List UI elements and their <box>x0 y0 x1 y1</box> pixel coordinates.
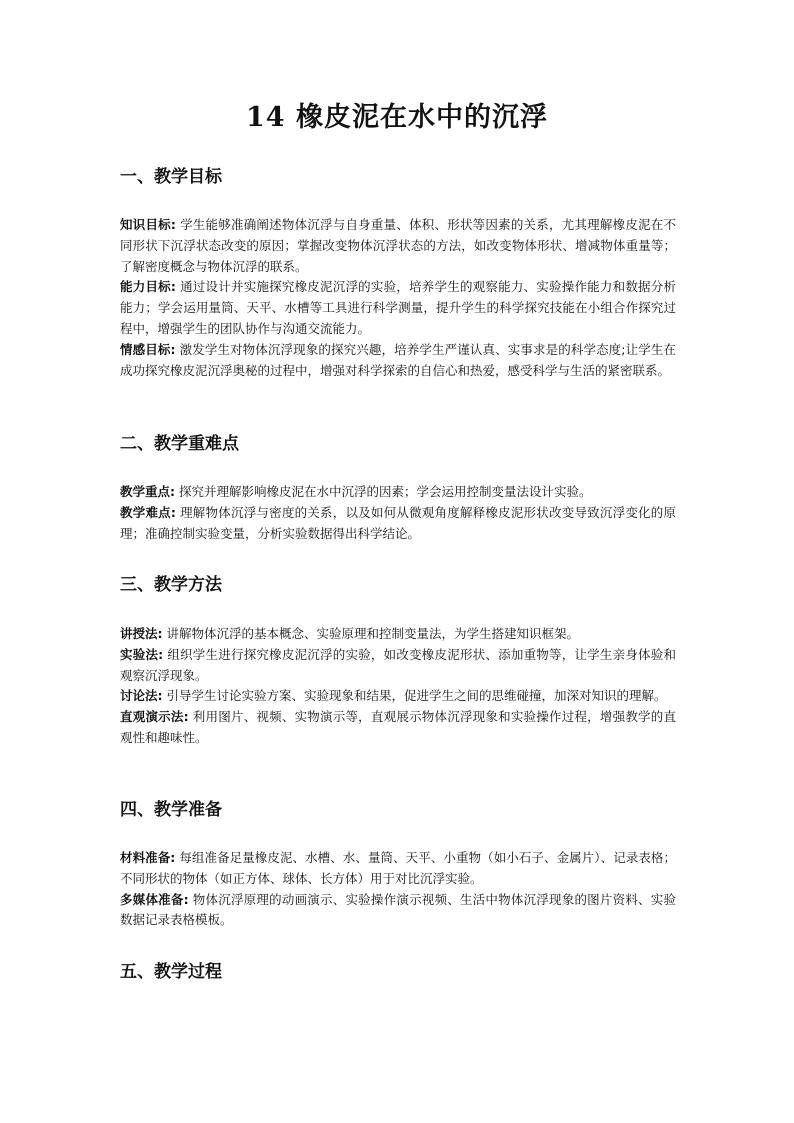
paragraph-text: 利用图片、视频、实物演示等，直观展示物体沉浮现象和实验操作过程，增强教学的直观性和趣味性。 <box>120 709 676 745</box>
paragraph-knowledge-objective <box>120 215 676 277</box>
paragraph-material-preparation <box>120 848 676 890</box>
paragraph-text: 探究并理解影响橡皮泥在水中沉浮的因素；学会运用控制变量法设计实验。 <box>175 484 592 499</box>
paragraph-label: 知识目标: <box>120 217 176 232</box>
section-heading-teaching-methods: 三、教学方法 <box>120 575 222 595</box>
paragraph-label: 讲授法: <box>120 626 163 641</box>
paragraph-discussion-method <box>120 686 676 707</box>
paragraph-emotional-objective <box>120 340 676 382</box>
paragraph-label: 情感目标: <box>120 341 176 357</box>
paragraph-text: 每组准备足量橡皮泥、水槽、水、量筒、天平、小重物（如小石子、金属片）、记录表格；不同形状的物体（如正方体、球体、长方体）用于对比沉浮实验。 <box>120 850 676 886</box>
paragraph-label: 能力目标: <box>120 279 176 295</box>
paragraph-text: 组织学生进行探究橡皮泥沉浮的实验，如改变橡皮泥形状、添加重物等，让学生亲身体验和观察沉浮现象。 <box>120 646 676 683</box>
paragraph-multimedia-preparation <box>120 890 676 932</box>
paragraph-text: 讲解物体沉浮的基本概念、实验原理和控制变量法，为学生搭建知识框架。 <box>162 626 579 641</box>
document-title: 14 橡皮泥在水中的沉浮 <box>246 102 548 133</box>
paragraph-label: 材料准备: <box>120 850 176 865</box>
paragraph-text: 学生能够准确阐述物体沉浮与自身重量、体积、形状等因素的关系，尤其理解橡皮泥在不同形状下沉浮状态改变的原因；掌握改变物体沉浮状态的方法，如改变物体形状、增减物体重量等；了解密度概念与物体沉浮的联系。 <box>120 217 676 274</box>
paragraph-teaching-difficulty <box>120 503 676 545</box>
paragraph-teaching-focus <box>120 482 676 503</box>
paragraph-text: 通过设计并实施探究橡皮泥沉浮的实验，培养学生的观察能力、实验操作能力和数据分析能力；学会运用量筒、天平、水槽等工具进行科学测量，提升学生的科学探究技能在小组合作探究过程中，增强学生的团队协作与沟通交流能力。 <box>120 279 676 336</box>
section-heading-key-difficult-points: 二、教学重难点 <box>120 434 239 454</box>
paragraph-label: 教学难点: <box>120 504 176 520</box>
paragraph-label: 实验法: <box>120 646 164 662</box>
paragraph-label: 直观演示法: <box>120 709 189 725</box>
paragraph-label: 多媒体准备: <box>120 891 189 907</box>
section-heading-teaching-preparation: 四、教学准备 <box>120 800 222 820</box>
paragraph-text: 激发学生对物体沉浮现象的探究兴趣，培养学生严谨认真、实事求是的科学态度;让学生在成功探究橡皮泥沉浮奥秘的过程中，增强对科学探索的自信心和热爱，感受科学与生活的紧密联系。 <box>120 341 677 378</box>
paragraph-demonstration-method <box>120 707 676 749</box>
paragraph-label: 讨论法: <box>120 688 163 704</box>
paragraph-experiment-method <box>120 645 676 687</box>
paragraph-lecture-method <box>120 624 676 645</box>
paragraph-text: 物体沉浮原理的动画演示、实验操作演示视频、生活中物体沉浮现象的图片资料、实验数据记录表格模板。 <box>120 891 676 928</box>
section-heading-teaching-process: 五、教学过程 <box>120 962 222 982</box>
paragraph-ability-objective <box>120 277 676 339</box>
section-body-teaching-preparation <box>120 848 676 931</box>
section-body-key-difficult-points <box>120 482 676 544</box>
paragraph-text: 引导学生讨论实验方案、实验现象和结果，促进学生之间的思维碰撞，加深对知识的理解。 <box>162 688 667 704</box>
section-heading-teaching-objectives: 一、教学目标 <box>120 167 222 187</box>
section-body-teaching-methods <box>120 624 676 749</box>
paragraph-label: 教学重点: <box>120 484 175 499</box>
paragraph-text: 理解物体沉浮与密度的关系，以及如何从微观角度解释橡皮泥形状改变导致沉浮变化的原理；准确控制实验变量，分析实验数据得出科学结论。 <box>120 504 676 541</box>
section-body-teaching-objectives <box>120 215 676 381</box>
